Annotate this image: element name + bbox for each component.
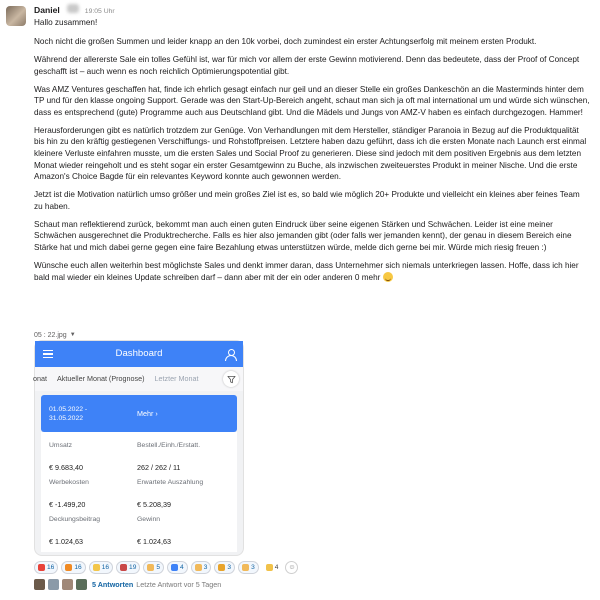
tab-last-month: Letzter Monat [154,374,199,384]
attachment-image[interactable] [34,340,244,556]
message-paragraph: Was AMZ Ventures geschaffen hat, finde ich ehrlich gesagt einfach nur geil und an dieser Stelle ein großes Dankeschön an die Masterminds hinter dem TP und für den klasse ongoing Support. Gerade was den Start-Up-Bereich angeht, schaut man sich ja oft mal international um und würde sich wünschen, dass es entsprechend (gute) Programme auch aus Deutschland gibt. Und die Mädels und Jungs von AMZ-V haben es einfach durchgezogen. Hammer! [34,84,590,117]
reaction-count: 4 [274,563,279,571]
tab-current-month: Aktueller Monat (Prognose) [57,374,145,384]
metric-label: Deckungsbeitrag [49,516,101,523]
thread-replies-link[interactable]: 5 Antworten [92,580,134,589]
sender-avatar[interactable] [6,6,26,26]
tab-month-cut: onat [33,374,47,384]
raised-hands-icon [93,564,100,571]
hamburger-menu-icon [43,350,53,358]
metric-expected-payout [137,473,229,510]
message [34,4,590,290]
reaction-count: 3 [251,563,255,571]
thread-summary[interactable] [34,579,221,591]
message-greeting: Hallo zusammen! [34,18,98,27]
period-card [41,395,237,432]
sender-name-blur [67,4,79,13]
message-paragraph: Herausforderungen gibt es natürlich trotzdem zur Genüge. Von Verhandlungen mit dem Hersteller, ständiger Paranoia in Bezug auf die Produktqualität bis hin zu den kräftig gestiegenen Verschiffungs- und Rohstoffpreisen. Letztere haben dazu geführt, dass ich die ersten Monate nach Launch erst einmal kleinere Verluste einfahren musste, um die ersten Sales und Social Proof zu generieren. Diese sind jedoch mit dem positiven Ergebnis aus dem letzten Monat wieder reingeholt und es steht sogar ein erster Gesamtgewinn zu Buche, als inzwischen zweiteuerstes Produkt in meiner Nische. Und die erste Amazon's Choice Bagde für ein relevantes Keyword konnte auch gewonnen werden. [34,125,587,182]
strong-arm-icon [147,564,154,571]
rocket-icon [120,564,127,571]
metric-label: Umsatz [49,442,73,449]
filter-icon [223,371,239,387]
metrics-card [41,432,237,552]
reaction-count: 3 [203,563,208,571]
add-reaction-icon[interactable]: ☺ [285,561,298,574]
metric-label: Gewinn [137,516,161,523]
period-start: 01.05.2022 - [49,405,88,413]
metric-revenue [49,436,137,473]
reaction-count: 16 [74,563,82,571]
app-header [35,341,243,367]
reply-avatar [76,579,87,590]
reaction-count: 19 [129,563,137,571]
reaction-party[interactable] [214,561,235,574]
metric-value: € 1.024,63 [49,536,83,546]
metric-ad-costs [49,473,137,510]
metric-value: € 1.024,63 [137,536,171,546]
metric-value: 262 / 262 / 11 [137,462,181,472]
message-paragraph: Während der allererste Sale ein tolles Gefühl ist, war für mich vor allem der erste Gewinn motivierend. Denn das bedeutete, dass der Proof of Concept geschafft ist – auch wenn es noch reichlich Optimierungspotential gibt. [34,55,580,76]
reaction-count: 4 [180,563,184,571]
message-time[interactable]: 19:05 Uhr [84,8,115,15]
period-end: 31.05.2022 [49,414,84,422]
metric-contribution-margin [49,510,137,547]
metric-label: Erwartete Auszahlung [137,479,204,486]
metric-profit [137,510,229,547]
reaction-count: 16 [101,563,110,571]
chart-up-icon [171,564,178,571]
reaction-muscle[interactable] [191,561,212,574]
reaction-count: 3 [227,563,232,571]
reaction-count: 5 [156,563,161,571]
message-paragraph: Noch nicht die großen Summen und leider knapp an den 10k vorbei, doch zumindest ein erster Achtungserfolg mit meinem ersten Produkt. [34,37,537,47]
message-paragraph: Schaut man reflektierend zurück, bekommt man auch einen guten Eindruck über seine eigenen Stärken und Schwächen. Leider ist eine meiner Schwächen ausgerechnet die Produktrecherche. Falls es hier also jemanden gibt (oder falls wer jemanden kennt), der genau in diesem Bereich eine Stärke hat und mich dabei gerne gegen eine faire Bezahlung etwas unterstützen würde, melde dich gerne bei mir. Würde mich riesig freuen :) [34,219,572,252]
attachment-filename-text: 05 : 22.jpg [34,332,67,339]
reaction-hundred[interactable] [34,561,58,574]
chevron-down-icon[interactable]: ▼ [69,332,76,338]
thumbs-up-icon [266,564,273,571]
hundred-icon [38,564,45,571]
metric-value: € 9.683,40 [49,462,83,472]
fire-icon [65,564,72,571]
message-paragraph: Jetzt ist die Motivation natürlich umso größer und mein großes Ziel ist es, so bald wie möglich 20+ Produkte und vielleicht ein kleines aber feines Team zu haben. [34,190,580,211]
reaction-rocket[interactable] [116,561,140,574]
message-paragraph-last [34,260,590,283]
reaction-fire[interactable] [61,561,85,574]
user-icon [225,349,235,360]
message-paragraph-text: Wünsche euch allen weiterhin best möglichste Sales und denkt immer daran, dass Unternehmer sich niemals unterkriegen lassen. Hoffe, dass ich hier bald mal wieder ein kleines Update schreiben darf – dann aber mit der ein oder anderen 0 mehr [34,260,579,282]
muscle-icon [195,564,202,571]
thread-last-reply: Letzte Antwort vor 5 Tagen [136,580,222,589]
reaction-thumbs-up[interactable] [262,561,283,574]
reaction-chart-up[interactable] [167,561,188,574]
reaction-raised-hands[interactable] [89,561,113,574]
metric-orders [137,436,229,473]
reactions-bar [34,561,298,574]
reply-avatar [62,579,73,590]
clap-icon [242,564,249,571]
period-dates [49,405,137,423]
app-title: Dashboard [115,348,163,360]
app-tabs [35,367,243,391]
reaction-strong-arm[interactable] [143,561,164,574]
reply-avatar [34,579,45,590]
period-more-link: Mehr › [137,409,158,418]
metric-label: Bestell./Einh./Erstatt. [137,442,201,449]
sender-name[interactable]: Daniel [34,5,60,15]
slightly-smiling-face-icon [383,272,393,282]
metric-value: € 5.208,39 [137,499,171,509]
metric-label: Werbekosten [49,479,89,486]
reaction-count: 16 [47,563,55,571]
message-header [34,4,590,17]
metric-value: € -1.499,20 [49,499,86,509]
reply-avatar [48,579,59,590]
party-icon [218,564,225,571]
reaction-clap[interactable] [238,561,259,574]
